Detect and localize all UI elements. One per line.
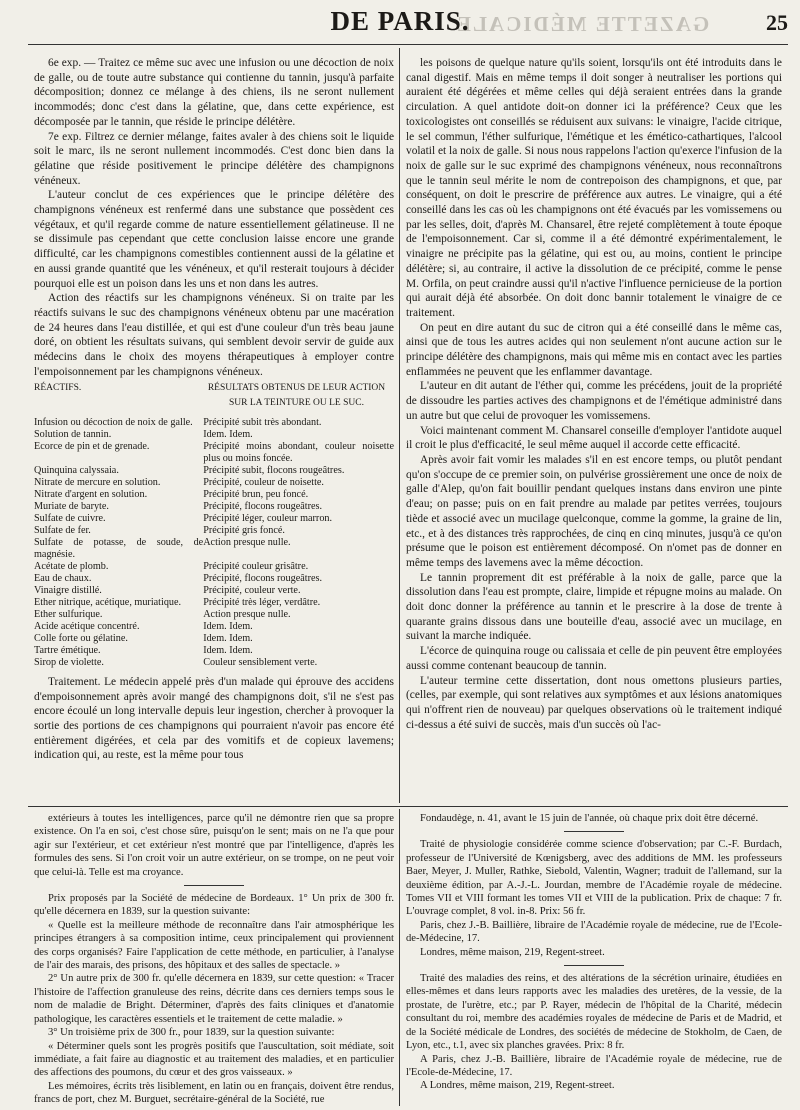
reagent-cell: Sulfate de fer. — [34, 524, 91, 536]
paragraph: L'auteur en dit autant de l'éther qui, comme les précédens, jouit de la propriété de dissoudre les parties actives des champignons et de l'émétique administré dans un autre but que celui de provoquer les vomissemens. — [406, 380, 782, 422]
table-row — [34, 525, 394, 537]
result-cell: Précipité couleur grisâtre. — [203, 560, 309, 572]
result-cell: Action presque nulle. — [203, 536, 291, 548]
paragraph: On peut en dire autant du suc de citron qui a été conseillé dans le même cas, ainsi que de tous les autres acides qui non seulement n'ont aucune action sur le principe délétère des champignons, mais qui même mis en contact avec les parties enflammées ne peuvent que les enflammer davantage. — [406, 321, 782, 378]
result-cell: Précipité moins abondant, couleur noisette plus ou moins foncée. — [203, 440, 394, 464]
separator — [564, 831, 624, 832]
page-header — [0, 0, 800, 40]
result-cell: Précipité très léger, verdâtre. — [203, 596, 321, 608]
reagent-cell: Nitrate d'argent en solution. — [34, 488, 148, 500]
reagent-cell: Solution de tannin. — [34, 428, 112, 440]
paragraph: 6e exp. — Traitez ce même suc avec une infusion ou une décoction de noix de galle, ou de toute autre substance qui contienne du tannin, jusqu'à parfaite décomposition; donnez ce mélange à des chiens, ils ne seront nullement incommodés; donc c'est dans la gélatine, que, dans cette expérience, est décomposée par le tannin, que réside le principe délétère. — [34, 57, 394, 128]
paragraph: A Paris, chez J.-B. Baillière, libraire de l'Académie royale de médecine, rue de l'Ecole-de-Médecine, 17. — [406, 1053, 782, 1078]
table-row — [34, 417, 394, 429]
paragraph: Traité de physiologie considérée comme science d'observation; par C.-F. Burdach, professeur de l'Université de Kœnigsberg, avec des additions de MM. les professeurs Baer, Meyer, J. Muller, Rathke, Siebold, Valentin, Wagner; traduit de l'allemand, sur la deuxième édition, par A.-J.-L. Jourdan, membre de l'Académie royale de médecine. Tomes VII et VIII formant les tomes VII et VIII de la publication. Prix de chaque: 7 fr. L'ouvrage complet, 8 vol. in-8. Prix: 56 fr. — [406, 839, 782, 918]
table-row — [34, 465, 394, 477]
reagent-cell: Ether sulfurique. — [34, 608, 103, 620]
result-cell: Couleur sensiblement verte. — [203, 656, 318, 668]
separator — [184, 885, 244, 886]
bleed-through-masthead: GAZETTE MÉDICALE — [455, 12, 710, 36]
paragraph: Londres, même maison, 219, Regent-street. — [420, 946, 605, 958]
column-right-top — [406, 56, 782, 801]
paragraph: L'auteur termine cette dissertation, dont nous omettons plusieurs parties, (celles, par exemple, qui sont relatives aux symptômes et aux lésions anatomiques qui n'offrent rien de nouveau) par quelques observations où le traitement indiqué ci-dessus a été suivi de succès, mais d'un succès où l'ac- — [406, 674, 782, 731]
table-head-right: RÉSULTATS OBTENUS DE LEUR ACTION SUR LA TEINTURE OU LE SUC. — [207, 383, 386, 409]
paragraph: extérieurs à toutes les intelligences, parce qu'il ne démontre rien que sa propre existence. On l'a en soi, c'est chose sûre, puisqu'on le sent; mais on ne l'a que pour agir sur l'extérieur, et cet extérieur n'est montré que par l'intelligence, d'après les formules des sens. Si l'on croit voir un autre extérieur, on se trompe, on ne peut voir que celui-là. Telle est ma croyance. — [34, 813, 394, 878]
paragraph: les poisons de quelque nature qu'ils soient, lorsqu'ils ont été introduits dans le canal digestif. Mais en même temps il doit songer à neutraliser les portions qui auraient été dégérées et même celles qui déjà seraient entrées dans la grande circulation. A quel antidote doit-on donner ici la préférence? Ceux que les toxicologistes ont conseillés se réduisent aux suivans: le vinaigre, l'acide citrique, le sel commun, l'éther sulfurique, l'émétique et les émético-cathartiques, l'alcool volatil et la noix de galle. Si nous nous rappelons l'action qu'exerce l'infusion de la noix de galle sur le suc exprimé des champignons vénéneux, nous reconnaîtrons que le tannin seul mérite le nom de contrepoison des champignons, et que, par conséquent, on doit le prescrire de préférence aux autres. Le vinaigre, qui a été conseillé dans les cas où les champignons ont été évacués par les vomissemens ou par les selles, doit, d'après M. Chansarel, être rejeté complètement à toute époque de l'empoisonnement. Car si, comme il a été démontré expérimentalement, le vinaigre ne précipite pas la gélatine, qui est ou, au moins, contient le principe délétère; si, au contraire, il active la dissolution de ce précipité, comme le pense M. Orfila, on peut craindre aussi qu'il n'active l'influence pernicieuse de la portion qui aurait déjà été absorbée. On doit donc bannir totalement le vinaigre de ce traitement. — [406, 57, 782, 319]
reagent-cell: Acide acétique concentré. — [34, 620, 140, 632]
paragraph: Fondaudège, n. 41, avant le 15 juin de l'année, où chaque prix doit être décerné. — [420, 813, 759, 824]
result-cell: Précipité, couleur verte. — [203, 584, 301, 596]
paragraph: Prix proposés par la Société de médecine de Bordeaux. 1° Un prix de 300 fr. qu'elle décernera en 1839, sur la question suivante: — [34, 893, 394, 918]
result-cell: Idem. Idem. — [203, 428, 253, 440]
table-row — [34, 477, 394, 489]
table-row — [34, 429, 394, 441]
reagent-cell: Ether nitrique, acétique, muriatique. — [34, 596, 182, 608]
column-left-bottom — [34, 812, 394, 1106]
paragraph: Voici maintenant comment M. Chansarel conseille d'employer l'antidote auquel il croit le plus d'efficacité, le seul même auquel il accorde cette efficacité. — [406, 424, 782, 452]
paragraph: Traité des maladies des reins, et des altérations de la sécrétion urinaire, étudiées en elles-mêmes et dans leurs rapports avec les maladies des uretères, de la vessie, de la prostate, de l'urètre, etc.; par P. Rayer, médecin de l'hôpital de la Charité, médecin consultant du roi, membre des académies royales de médecine de Paris et de Madrid, et de la Société médicale de Londres, des sociétés de médecine de Stokholm, de Caen, de Lyon, etc., t.1, avec six planches gravées. Prix: 8 fr. — [406, 973, 782, 1052]
reagent-cell: Ecorce de pin et de grenade. — [34, 440, 150, 452]
column-divider-top — [399, 48, 400, 803]
table-row — [34, 537, 394, 561]
table-row — [34, 609, 394, 621]
table-row — [34, 633, 394, 645]
paragraph: Les mémoires, écrits très lisiblement, en latin ou en français, doivent être rendus, francs de port, chez M. Burguet, secrétaire-général de la Société, rue — [34, 1080, 394, 1106]
reagent-cell: Sulfate de cuivre. — [34, 512, 106, 524]
result-cell: Précipité subit, flocons rougeâtres. — [203, 464, 345, 476]
result-cell: Précipité léger, couleur marron. — [203, 512, 333, 524]
table-row — [34, 561, 394, 573]
paragraph: « Déterminer quels sont les progrès positifs que l'auscultation, soit médiate, soit immédiate, a fait faire au diagnostic et au traitement des maladies, et en particulier des affections des poumons, du cœur et des gros vaisseaux. » — [34, 1040, 394, 1079]
reagent-cell: Muriate de baryte. — [34, 500, 109, 512]
paragraph: 7e exp. Filtrez ce dernier mélange, faites avaler à des chiens soit le liquide soit le marc, ils ne seront nullement incommodés. C'est donc bien dans la gélatine que réside positivement le principe délétère des champignons vénéneux. — [34, 130, 394, 187]
table-row — [34, 501, 394, 513]
table-row — [34, 597, 394, 609]
table-row — [34, 621, 394, 633]
table-row — [34, 573, 394, 585]
paragraph: Après avoir fait vomir les malades s'il en est encore temps, ou plutôt pendant qu'on s'occupe de ce premier soin, on pulvérise grossièrement une once de noix de galle d'Alep, qu'on fait bouillir pendant quelques instans dans environ une pinte d'eau; on passe; puis on en fait prendre au malade par petites verrées, toujours tiède et associé avec un mucilage quelconque, comme la gomme, la graine de lin, etc., et à des distances très rapprochées, de cinq en cinq minutes, jusqu'à ce qu'on présume que le poison est entièrement décomposé. On n'omet pas de donner en même temps des lavemens avec la même décoction. — [406, 453, 782, 569]
result-cell: Précipité gris foncé. — [203, 524, 285, 536]
column-left-top — [34, 56, 394, 801]
reagent-cell: Infusion ou décoction de noix de galle. — [34, 416, 193, 428]
table-row — [34, 441, 394, 465]
reagent-cell: Sirop de violette. — [34, 656, 104, 668]
table-row — [34, 489, 394, 501]
paragraph: Paris, chez J.-B. Baillière, libraire de l'Académie royale de médecine, rue de l'Ecole-de-Médecine, 17. — [406, 919, 782, 945]
reagent-cell: Colle forte ou gélatine. — [34, 632, 128, 644]
masthead-title: DE PARIS. — [330, 6, 470, 36]
header-rule — [28, 44, 788, 45]
table-row — [34, 657, 394, 669]
reagent-cell: Quinquina calyssaia. — [34, 464, 119, 476]
section-rule — [28, 806, 788, 807]
paragraph: 2° Un autre prix de 300 fr. qu'elle décernera en 1839, sur cette question: « Tracer l'histoire de l'affection granuleuse des reins, décrite dans ces derniers temps sous le nom de maladie de Bright. Déterminer, d'après des faits cliniques et d'anatomie pathologique, les caractères essentiels et le traitement de cette maladie. » — [34, 973, 394, 1025]
paragraph: A Londres, même maison, 219, Regent-street. — [420, 1080, 615, 1092]
paragraph: Traitement. Le médecin appelé près d'un malade qui éprouve des accidens d'empoisonnement après avoir mangé des champignons doit, s'il ne s'est pas encore écoulé un long intervalle depuis leur ingestion, chercher à provoquer la sortie des portions de ces champignons qui pourraient n'avoir pas encore été entièrement digérées, et cela par des vomitifs et de copieux lavemens; indication qui, au reste, est la même pour tous — [34, 675, 394, 762]
result-cell: Idem. Idem. — [203, 632, 253, 644]
paragraph: Action des réactifs sur les champignons vénéneux. Si on traite par les réactifs suivans le suc des champignons vénéneux obtenu par une macération de 24 heures dans l'eau distillée, et qui est d'une couleur d'un très beau jaune doré, on obtient les résultats suivans, qui semblent devoir servir de guide aux médecins dans le choix des moyens thérapeutiques à employer contre l'empoisonnement par les champignons vénéneux. — [34, 292, 394, 378]
reagent-cell: Tartre émétique. — [34, 644, 101, 656]
result-cell: Précipité brun, peu foncé. — [203, 488, 309, 500]
result-cell: Idem. Idem. — [203, 620, 253, 632]
result-cell: Précipité subit très abondant. — [203, 416, 322, 428]
table-row — [34, 513, 394, 525]
result-cell: Action presque nulle. — [203, 608, 291, 620]
separator — [564, 965, 624, 966]
reagent-cell: Acétate de plomb. — [34, 560, 109, 572]
reagent-cell: Sulfate de potasse, de soude, de magnésie. — [34, 536, 204, 560]
table-row — [34, 645, 394, 657]
result-cell: Précipité, flocons rougeâtres. — [203, 500, 323, 512]
reactifs-table-header — [34, 381, 394, 410]
column-divider-bottom — [399, 809, 400, 1106]
paragraph: L'écorce de quinquina rouge ou calissaia et celle de pin peuvent être employées aussi comme contenant beaucoup de tannin. — [406, 645, 782, 672]
reactifs-table — [34, 417, 394, 669]
result-cell: Idem. Idem. — [203, 644, 253, 656]
reagent-cell: Nitrate de mercure en solution. — [34, 476, 161, 488]
column-right-bottom — [406, 812, 782, 1106]
reagent-cell: Eau de chaux. — [34, 572, 92, 584]
reagent-cell: Vinaigre distillé. — [34, 584, 102, 596]
paragraph: 3° Un troisième prix de 300 fr., pour 1839, sur la question suivante: — [48, 1027, 335, 1039]
table-row — [34, 585, 394, 597]
paragraph: Le tannin proprement dit est préférable à la noix de galle, parce que la dissolution dans l'eau est prompte, claire, limpide et répugne moins au malade. On doit donc donner la préférence au tannin et le prescrire à la dose de trente à quarante grains dissous dans une bouteille d'eau, associé avec un mucilage, en suivant la marche indiquée. — [406, 571, 782, 643]
paragraph: « Quelle est la meilleure méthode de reconnaître dans l'air atmosphérique les principes étrangers à sa composition intime, ceux principalement qui proviennent des corps organisés? Faire l'application de cette méthode, en particulier, à l'analyse de l'air des marais, des prisons, des hôpitaux et des salles de spectacle. » — [34, 919, 394, 972]
result-cell: Précipité, couleur de noisette. — [203, 476, 324, 488]
page-number: 25 — [766, 10, 788, 35]
paragraph: L'auteur conclut de ces expériences que le principe délétère des champignons vénéneux est renfermé dans une substance que possèdent ces végétaux, et qu'il regarde comme de nature essentiellement gélatineuse. Il ne se dissimule pas cependant que cette conclusion laisse encore une grande difficulté, car les champignons comestibles contiennent aussi de la gélatine et en aussi grande quantité que les vénéneux, et qu'il resterait toujours à décider pourquoi elle est un poison dans les uns et non dans les autres. — [34, 189, 394, 290]
result-cell: Précipité, flocons rougeâtres. — [203, 572, 323, 584]
table-head-left: RÉACTIFS. — [34, 383, 82, 394]
